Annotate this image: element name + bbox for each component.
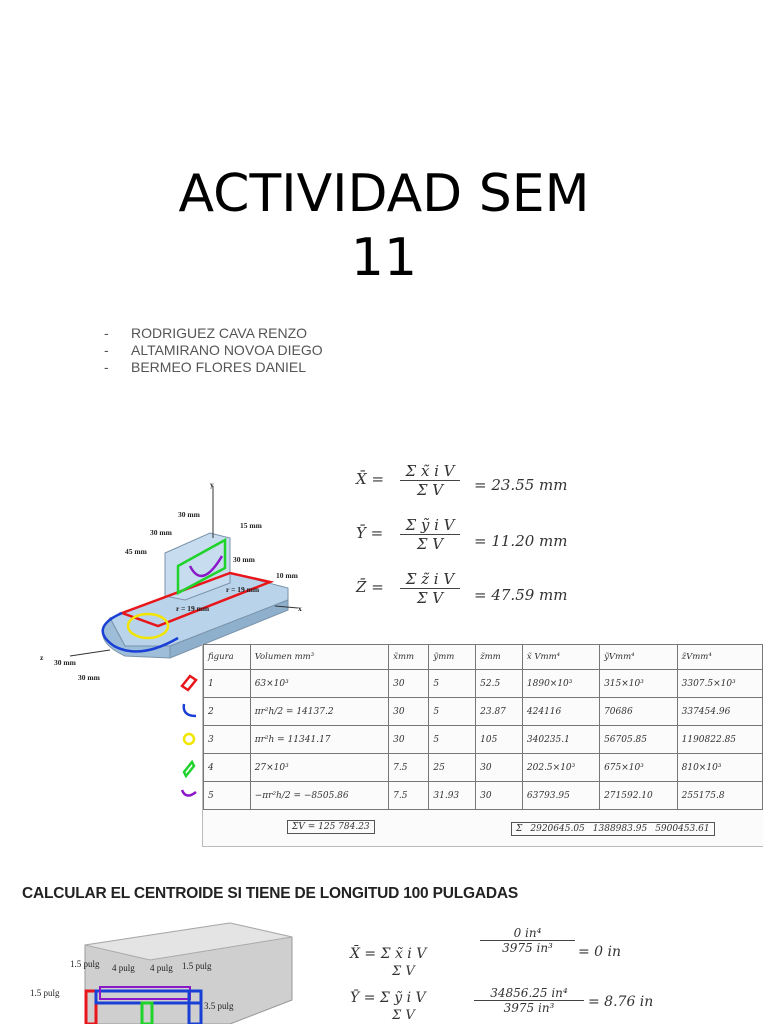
column-header: figura [204, 645, 251, 670]
blue-shape-marker [184, 704, 196, 716]
part-drawing-2 [30, 915, 300, 1024]
equation-y: Ȳ = [356, 524, 384, 542]
table-header-row [204, 645, 763, 670]
author-item: - RODRIGUEZ CAVA RENZO [104, 325, 308, 341]
dim-label: 4 pulg [112, 963, 135, 973]
equation-z-result: = 47.59 mm [474, 586, 568, 604]
dim-label: 1.5 pulg [70, 959, 100, 969]
dim-label: 45 mm [125, 547, 147, 556]
dim-label: 10 mm [276, 571, 298, 580]
author-name: ALTAMIRANO NOVOA DIEGO [131, 342, 323, 358]
table-row: 2 πr²h/2 = 14137.2 30 5 23.87 424116 70686 337454.96 [204, 698, 763, 726]
dim-label: 1.5 pulg [182, 961, 212, 971]
equation2-y-fraction: $\frac{\text{34856.25 in⁴}}{\text{3975 in³}}$ [474, 986, 584, 1015]
equation-z-fraction: $\frac{\text{Σ z̃ i V}}{\text{Σ V}}$ [400, 570, 460, 607]
equation-y-result: = 11.20 mm [474, 532, 568, 550]
dim-label: r = 19 mm [226, 585, 260, 594]
equation2-x-result: = 0 in [578, 944, 622, 960]
shape-legend [176, 672, 202, 806]
column-header: ỹmm [429, 645, 476, 670]
dim-label: 30 mm [78, 673, 100, 682]
equation-y-fraction: $\frac{\text{Σ ỹ i V}}{\text{Σ V}}$ [400, 516, 460, 553]
slide-title-line1: ACTIVIDAD SEM [178, 164, 590, 224]
equation2-x-fraction: $\frac{\text{0 in⁴}}{\text{3975 in³}}$ [480, 926, 575, 955]
dim-label: r = 19 mm [176, 604, 210, 613]
equation2-y: Ȳ = Σ ỹ i V [350, 990, 426, 1006]
dim-label: 1.5 pulg [30, 988, 60, 998]
column-header: x̃mm [389, 645, 429, 670]
equation-x-result: = 23.55 mm [474, 476, 568, 494]
axis-label-y: y [210, 480, 214, 489]
sum-y: 1388983.95 [592, 824, 648, 834]
column-header: z̃Vmm⁴ [677, 645, 762, 670]
dim-label: 4 pulg [150, 963, 173, 973]
slide-title [0, 162, 768, 290]
column-header: Volumen mm³ [250, 645, 388, 670]
table-row: 3 πr²h = 11341.17 30 5 105 340235.1 56705.85 1190822.85 [204, 726, 763, 754]
green-shape-marker [184, 762, 194, 776]
section-heading: CALCULAR EL CENTROIDE SI TIENE DE LONGITUD 100 PULGADAS [22, 885, 518, 902]
equation2-y-result: = 8.76 in [588, 994, 654, 1010]
centroid-table [202, 644, 763, 847]
yellow-shape-marker [184, 734, 194, 744]
slide-title-line2: 11 [350, 228, 418, 288]
equation2-x-den: Σ V [392, 964, 415, 979]
equation-z: Z̄ = [356, 578, 384, 596]
table-row: 1 63×10³ 30 5 52.5 1890×10³ 315×10³ 3307.5×10³ [204, 670, 763, 698]
axis-label-z: z [40, 653, 44, 662]
sum-z: 5900453.61 [655, 824, 710, 834]
column-header: z̃mm [476, 645, 523, 670]
dim-label: 30 mm [54, 658, 76, 667]
sum-volume: ΣV = 125 784.23 [287, 820, 375, 834]
author-name: RODRIGUEZ CAVA RENZO [131, 325, 308, 341]
dim-label: 30 mm [233, 555, 255, 564]
axis-label-x: x [298, 604, 302, 613]
dim-label: 15 mm [240, 521, 262, 530]
table-row: 5 −πr²h/2 = −8505.86 7.5 31.93 30 63793.95 271592.10 255175.8 [204, 782, 763, 810]
purple-shape-marker [182, 790, 196, 796]
author-item: - ALTAMIRANO NOVOA DIEGO [104, 342, 323, 358]
sum-moments: Σ 2920645.05 1388983.95 5900453.61 [511, 822, 715, 836]
red-shape-marker [182, 676, 196, 690]
column-header: x̃ Vmm⁴ [522, 645, 599, 670]
data-table [203, 644, 763, 810]
author-list [104, 325, 323, 376]
dim-label: 30 mm [178, 510, 200, 519]
author-name: BERMEO FLORES DANIEL [131, 359, 307, 375]
equation-x-fraction: $\frac{\text{Σ x̃ i V}}{\text{Σ V}}$ [400, 462, 460, 499]
column-header: ỹVmm⁴ [600, 645, 678, 670]
equation-x: X̄ = [356, 470, 385, 488]
sum-x: 2920645.05 [530, 824, 585, 834]
dim-label: 3.5 pulg [204, 1001, 234, 1011]
equation2-x: X̄ = Σ x̃ i V [350, 946, 427, 962]
author-item: - BERMEO FLORES DANIEL [104, 359, 307, 375]
dim-label: 30 mm [150, 528, 172, 537]
table-row: 4 27×10³ 7.5 25 30 202.5×10³ 675×10³ 810×10³ [204, 754, 763, 782]
equation2-y-den: Σ V [392, 1008, 415, 1023]
